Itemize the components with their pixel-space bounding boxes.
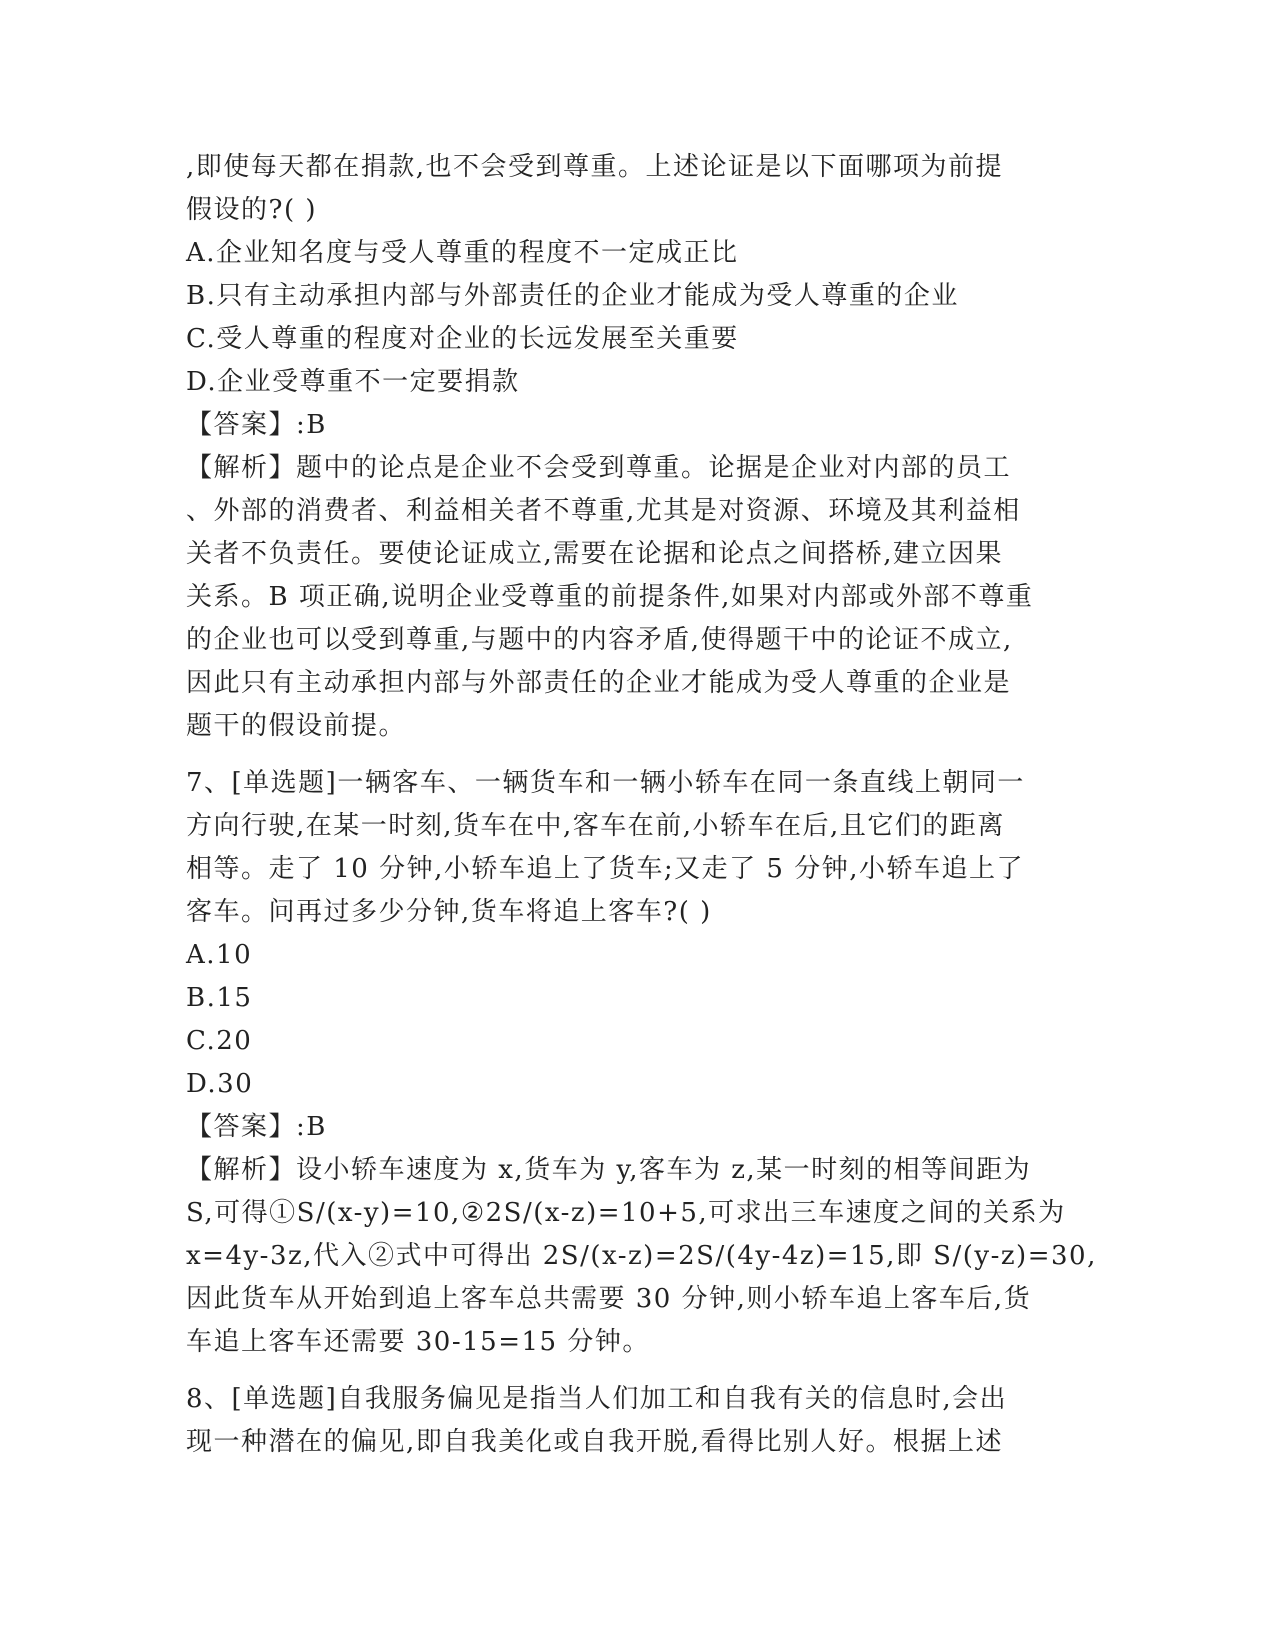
question-7-stem [186, 762, 1086, 934]
stem-line: 8、[单选题]自我服务偏见是指当人们加工和自我有关的信息时,会出 [186, 1384, 1008, 1414]
analysis-line: 、外部的消费者、利益相关者不尊重,尤其是对资源、环境及其利益相 [186, 496, 1021, 526]
option-b: B.15 [186, 983, 253, 1013]
stem-line: 7、[单选题]一辆客车、一辆货车和一辆小轿车在同一条直线上朝同一 [186, 768, 1025, 798]
question-6-analysis [186, 447, 1086, 748]
analysis-line: x=4y-3z,代入②式中可得出 2S/(x-z)=2S/(4y-4z)=15,即 S/(y-z)=30, [186, 1241, 1097, 1271]
analysis-line: 车追上客车还需要 30-15=15 分钟。 [186, 1327, 650, 1357]
stem-line: 现一种潜在的偏见,即自我美化或自我开脱,看得比别人好。根据上述 [186, 1427, 1004, 1457]
option-a: A.10 [186, 940, 253, 970]
question-6-options [186, 232, 1086, 404]
analysis-line: 因此货车从开始到追上客车总共需要 30 分钟,则小轿车追上客车后,货 [186, 1284, 1032, 1314]
option-b: B.只有主动承担内部与外部责任的企业才能成为受人尊重的企业 [186, 281, 959, 311]
question-spacer [186, 1364, 1086, 1378]
stem-line: 方向行驶,在某一时刻,货车在中,客车在前,小轿车在后,且它们的距离 [186, 811, 1005, 841]
analysis-line: 因此只有主动承担内部与外部责任的企业才能成为受人尊重的企业是 [186, 668, 1012, 698]
analysis-line: 的企业也可以受到尊重,与题中的内容矛盾,使得题干中的论证不成立, [186, 625, 1013, 655]
stem-line: 客车。问再过多少分钟,货车将追上客车?( ) [186, 897, 712, 927]
question-6-answer: 【答案】:B [186, 410, 327, 440]
option-d: D.30 [186, 1069, 254, 1099]
document-page [186, 146, 1097, 1464]
stem-line: 假设的?( ) [186, 195, 317, 225]
option-d: D.企业受尊重不一定要捐款 [186, 367, 520, 397]
question-7-answer: 【答案】:B [186, 1112, 327, 1142]
analysis-line: 【解析】题中的论点是企业不会受到尊重。论据是企业对内部的员工 [186, 453, 1012, 483]
question-7-analysis [186, 1149, 1097, 1364]
question-spacer [186, 748, 1086, 762]
stem-line: 相等。走了 10 分钟,小轿车追上了货车;又走了 5 分钟,小轿车追上了 [186, 854, 1024, 884]
question-6-stem [186, 146, 1086, 232]
analysis-line: 题干的假设前提。 [186, 711, 407, 741]
analysis-line: S,可得①S/(x-y)=10,②2S/(x-z)=10+5,可求出三车速度之间的关系为 [186, 1198, 1066, 1228]
question-8-stem [186, 1378, 1086, 1464]
analysis-line: 关系。B 项正确,说明企业受尊重的前提条件,如果对内部或外部不尊重 [186, 582, 1034, 612]
analysis-line: 【解析】设小轿车速度为 x,货车为 y,客车为 z,某一时刻的相等间距为 [186, 1155, 1032, 1185]
question-7-options [186, 934, 1086, 1106]
stem-line: ,即使每天都在捐款,也不会受到尊重。上述论证是以下面哪项为前提 [186, 152, 1004, 182]
option-a: A.企业知名度与受人尊重的程度不一定成正比 [186, 238, 739, 268]
analysis-line: 关者不负责任。要使论证成立,需要在论据和论点之间搭桥,建立因果 [186, 539, 1004, 569]
option-c: C.受人尊重的程度对企业的长远发展至关重要 [186, 324, 739, 354]
option-c: C.20 [186, 1026, 253, 1056]
